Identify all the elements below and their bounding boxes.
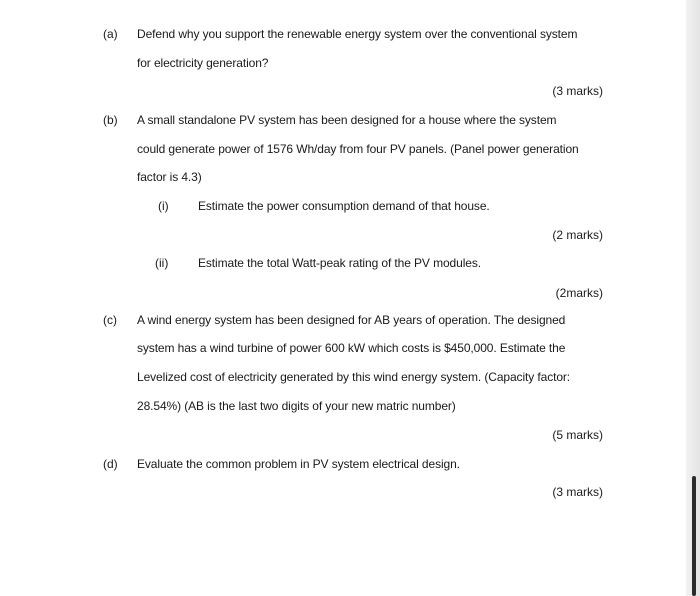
question-b-text-line-2: could generate power of 1576 Wh/day from four PV panels. (Panel power generation <box>137 142 579 156</box>
question-b-ii-text: Estimate the total Watt-peak rating of the PV modules. <box>198 256 481 270</box>
question-c-text-line-1: A wind energy system has been designed for AB years of operation. The designed <box>137 313 566 327</box>
question-b-text-line-1: A small standalone PV system has been designed for a house where the system <box>137 113 557 127</box>
question-c-label: (c) <box>103 313 117 327</box>
vertical-scrollbar[interactable] <box>692 476 696 596</box>
question-a-text-line-1: Defend why you support the renewable energy system over the conventional system <box>137 27 578 41</box>
question-c-marks: (5 marks) <box>552 428 603 442</box>
question-b-ii-marks: (2marks) <box>555 286 603 300</box>
question-b-label: (b) <box>103 113 118 127</box>
question-a-marks: (3 marks) <box>552 84 603 98</box>
question-b-i-text: Estimate the power consumption demand of that house. <box>198 199 490 213</box>
question-b-i-label: (i) <box>158 199 169 213</box>
question-b-ii-label: (ii) <box>155 256 169 270</box>
question-d-label: (d) <box>103 457 118 471</box>
question-a-label: (a) <box>103 27 118 41</box>
question-c-text-line-4: 28.54%) (AB is the last two digits of your new matric number) <box>137 399 456 413</box>
question-d-marks: (3 marks) <box>552 485 603 499</box>
question-b-i-marks: (2 marks) <box>552 228 603 242</box>
question-b-text-line-3: factor is 4.3) <box>137 170 202 184</box>
question-a-text-line-2: for electricity generation? <box>137 56 269 70</box>
question-c-text-line-3: Levelized cost of electricity generated by this wind energy system. (Capacity factor: <box>137 370 571 384</box>
question-c-text-line-2: system has a wind turbine of power 600 kW which costs is $450,000. Estimate the <box>137 341 566 355</box>
question-d-text-line-1: Evaluate the common problem in PV system electrical design. <box>137 457 460 471</box>
